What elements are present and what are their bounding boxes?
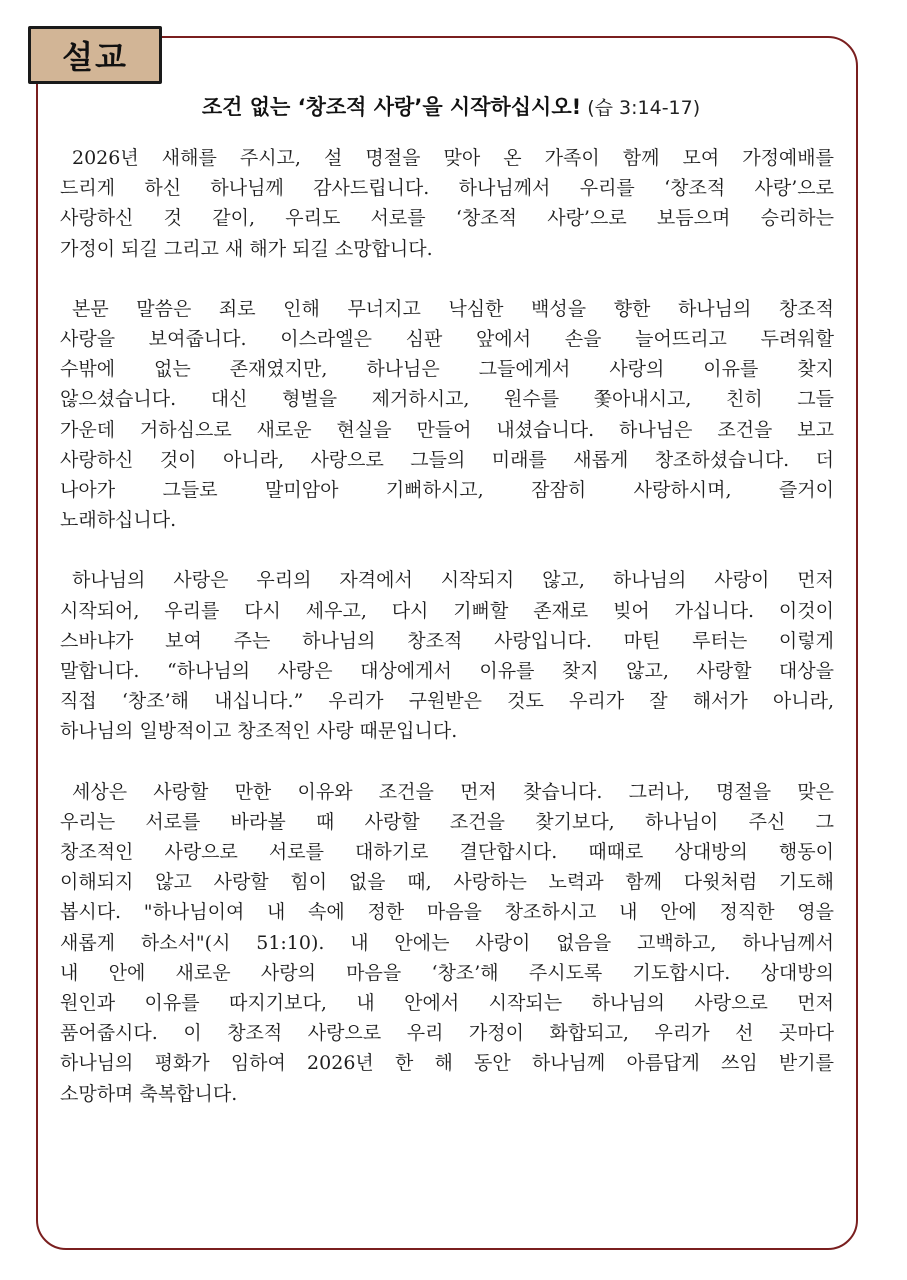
- paragraph-line: 하나님의 평화가 임하여 2026년 한 해 동안 하나님께 아름답게 쓰임 받기를: [60, 1052, 834, 1075]
- paragraph-line: 사랑하신 것 같이, 우리도 서로를 ‘창조적 사랑’으로 보듬으며 승리하는: [60, 207, 834, 230]
- sermon-title-main: 조건 없는 ‘창조적 사랑’을 시작하십시오!: [201, 95, 582, 119]
- paragraph-line: 말합니다. “하나님의 사랑은 대상에게서 이유를 찾지 않고, 사랑할 대상을: [60, 660, 834, 683]
- paragraph-line: 사랑하신 것이 아니라, 사랑으로 그들의 미래를 새롭게 창조하셨습니다. 더: [60, 448, 834, 471]
- sermon-paragraph: [60, 777, 834, 1109]
- paragraph-line: 않으셨습니다. 대신 형벌을 제거하시고, 원수를 쫓아내시고, 친히 그들: [60, 388, 834, 411]
- sermon-paragraph: [60, 294, 834, 536]
- paragraph-line: 하나님의 일방적이고 창조적인 사랑 때문입니다.: [60, 720, 458, 743]
- paragraph-line: 사랑을 보여줍니다. 이스라엘은 심판 앞에서 손을 늘어뜨리고 두려워할: [60, 328, 834, 351]
- paragraph-line: 수밖에 없는 존재였지만, 하나님은 그들에게서 사랑의 이유를 찾지: [60, 358, 834, 381]
- sermon-body: [60, 143, 834, 1139]
- paragraph-line: 이해되지 않고 사랑할 힘이 없을 때, 사랑하는 노력과 함께 다윗처럼 기도해: [60, 871, 834, 894]
- paragraph-line: 노래하십니다.: [60, 509, 177, 532]
- sermon-paragraph: [60, 143, 834, 264]
- scripture-reference: (습 3:14-17): [587, 97, 701, 119]
- paragraph-line: 하나님의 사랑은 우리의 자격에서 시작되지 않고, 하나님의 사랑이 먼저: [72, 569, 834, 592]
- sermon-tag: 설교: [28, 26, 162, 84]
- paragraph-line: 우리는 서로를 바라볼 때 사랑할 조건을 찾기보다, 하나님이 주신 그: [60, 810, 834, 833]
- paragraph-line: 시작되어, 우리를 다시 세우고, 다시 기뻐할 존재로 빚어 가십니다. 이것이: [60, 599, 834, 622]
- paragraph-line: 세상은 사랑할 만한 이유와 조건을 먼저 찾습니다. 그러나, 명절을 맞은: [72, 780, 834, 803]
- paragraph-line: 원인과 이유를 따지기보다, 내 안에서 시작되는 하나님의 사랑으로 먼저: [60, 992, 834, 1015]
- paragraph-line: 새롭게 하소서"(시 51:10). 내 안에는 사랑이 없음을 고백하고, 하나님께서: [60, 931, 834, 954]
- paragraph-line: 본문 말씀은 죄로 인해 무너지고 낙심한 백성을 향한 하나님의 창조적: [72, 297, 834, 320]
- sermon-paragraph: [60, 565, 834, 746]
- paragraph-line: 봅시다. "하나님이여 내 속에 정한 마음을 창조하시고 내 안에 정직한 영을: [60, 901, 834, 924]
- paragraph-line: 드리게 하신 하나님께 감사드립니다. 하나님께서 우리를 ‘창조적 사랑’으로: [60, 177, 834, 200]
- paragraph-line: 직접 ‘창조’해 내십니다.” 우리가 구원받은 것도 우리가 잘 해서가 아니라,: [60, 690, 834, 713]
- paragraph-line: 가정이 되길 그리고 새 해가 되길 소망합니다.: [60, 237, 433, 260]
- paragraph-line: 소망하며 축복합니다.: [60, 1082, 238, 1105]
- paragraph-line: 2026년 새해를 주시고, 설 명절을 맞아 온 가족이 함께 모여 가정예배를: [72, 147, 834, 169]
- paragraph-line: 스바냐가 보여 주는 하나님의 창조적 사랑입니다. 마틴 루터는 이렇게: [60, 629, 834, 652]
- paragraph-line: 나아가 그들로 말미암아 기뻐하시고, 잠잠히 사랑하시며, 즐거이: [60, 479, 834, 502]
- paragraph-line: 창조적인 사랑으로 서로를 대하기로 결단합시다. 때때로 상대방의 행동이: [60, 841, 834, 864]
- sermon-title: [60, 92, 842, 124]
- paragraph-line: 가운데 거하심으로 새로운 현실을 만들어 내셨습니다. 하나님은 조건을 보고: [60, 418, 834, 441]
- paragraph-line: 내 안에 새로운 사랑의 마음을 ‘창조’해 주시도록 기도합시다. 상대방의: [60, 961, 834, 984]
- paragraph-line: 품어줍시다. 이 창조적 사랑으로 우리 가정이 화합되고, 우리가 선 곳마다: [60, 1022, 834, 1045]
